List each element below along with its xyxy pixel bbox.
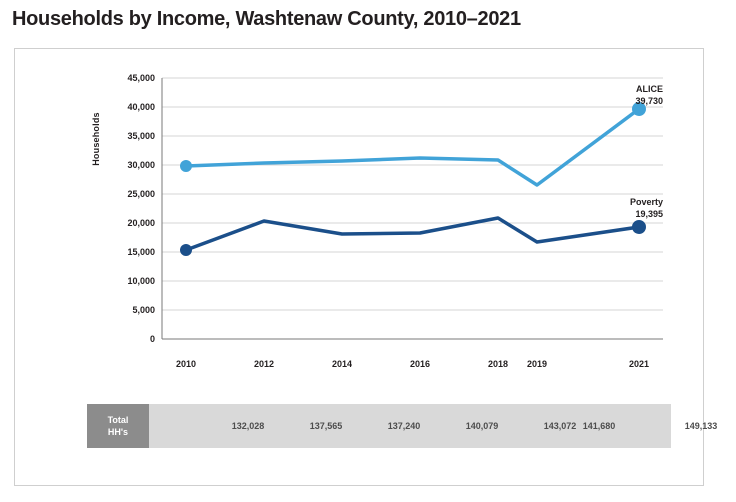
plot-area: [15, 49, 705, 379]
totals-label-line2: HH's: [107, 427, 129, 437]
x-tick: 2012: [253, 359, 275, 369]
series-marker-poverty-start: [180, 244, 192, 256]
series-line-alice: [186, 109, 639, 185]
y-tick: 10,000: [127, 276, 155, 286]
y-axis-title: Households: [91, 112, 101, 166]
y-tick: 15,000: [127, 247, 155, 257]
y-tick: 40,000: [127, 102, 155, 112]
y-tick: 45,000: [127, 73, 155, 83]
x-tick: 2016: [409, 359, 431, 369]
series-label-poverty-name: Poverty: [629, 197, 663, 207]
series-label-alice: [591, 83, 663, 107]
y-tick: 20,000: [127, 218, 155, 228]
total-cell: 132,028: [231, 421, 265, 431]
x-tick: 2010: [175, 359, 197, 369]
total-cell: 149,133: [684, 421, 718, 431]
totals-cells: [149, 404, 718, 448]
chart-card: [14, 48, 718, 486]
series-label-poverty: [591, 196, 663, 220]
total-cell: 137,565: [309, 421, 343, 431]
series-marker-poverty-end: [632, 220, 646, 234]
total-cell: 141,680: [582, 421, 616, 431]
y-tick: 30,000: [127, 160, 155, 170]
series-label-poverty-value: 19,395: [635, 209, 663, 219]
gridlines: [162, 78, 663, 310]
y-tick: 0: [149, 334, 155, 344]
x-tick: 2014: [331, 359, 353, 369]
x-tick: 2018: [487, 359, 509, 369]
y-tick: 35,000: [127, 131, 155, 141]
total-cell: 137,240: [387, 421, 421, 431]
x-tick: 2021: [628, 359, 650, 369]
x-tick: 2019: [526, 359, 548, 369]
total-cell: 143,072: [543, 421, 577, 431]
total-cell: 140,079: [465, 421, 499, 431]
totals-row-label: [87, 404, 149, 448]
totals-label-line1: Total: [107, 415, 129, 425]
y-tick: 5,000: [132, 305, 155, 315]
totals-row: [87, 404, 718, 448]
series-label-alice-value: 39,730: [635, 96, 663, 106]
series-marker-alice-start: [180, 160, 192, 172]
page-title: Households by Income, Washtenaw County, 2010–2021: [12, 8, 521, 30]
y-tick: 25,000: [127, 189, 155, 199]
series-label-alice-name: ALICE: [636, 84, 663, 94]
